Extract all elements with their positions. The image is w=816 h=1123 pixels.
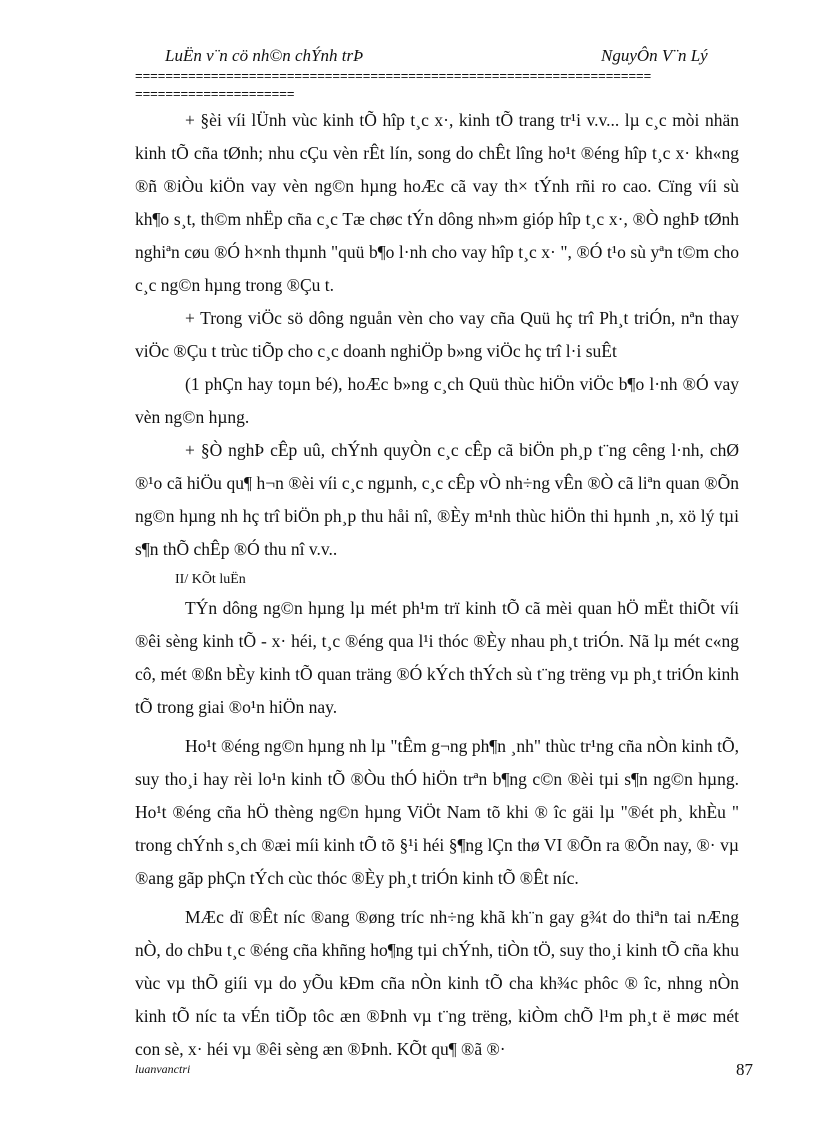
paragraph-conclusion-banking: Ho¹t ®éng ng©n hµng nh lµ "tÊm g¬ng ph¶n ¸nh" thùc tr¹ng cña nÒn kinh tÕ, suy tho¸i hay rèi lo¹n kinh tÕ ®Òu thÓ hiÖn trªn b¶ng c©n ®èi tµi s¶n ng©n hµng. Ho¹t ®éng cña hÖ thèng ng©n hµng ViÖt Nam tõ khi ® îc gäi lµ "®ét ph¸ khÈu " trong chÝnh s¸ch ®æi míi kinh tÕ tõ §¹i héi §¶ng lÇn thø VI ®Õn ra ®Õn nay, ®· vµ ®ang gãp phÇn tÝch cùc thóc ®Èy ph¸t triÓn kinh tÕ ®Êt níc. (135, 736, 739, 888)
paragraph-interest-support: (1 phÇn hay toµn bé), hoÆc b»ng c¸ch Quü thùc hiÖn viÖc b¶o l·nh ®Ó vay vèn ng©n hµng. (135, 374, 739, 427)
header-title-left: LuËn v¨n cö nh©n chÝnh trÞ (165, 46, 364, 65)
header-rule-line-2: ===================== (135, 86, 295, 101)
document-body (135, 104, 739, 1066)
header-author-right: NguyÔn V¨n Lý (601, 46, 708, 65)
paragraph-authorities: + §Ò nghÞ cÊp uû, chÝnh quyÒn c¸c cÊp cã biÖn ph¸p t¨ng cêng l·nh, chØ ®¹o cã hiÖu qu¶ h¬n ®èi víi c¸c ngµnh, c¸c cÊp vÒ nh÷ng vÊn ®Ò cã liªn quan ®Õn ng©n hµng nh hç trî biÖn ph¸p thu håi nî, ®Èy m¹nh thùc hiÖn thi hµnh ¸n, xö lý tµi s¶n thÕ chÊp ®Ó thu nî v.v.. (135, 440, 739, 559)
paragraph-conclusion-economy: MÆc dï ®Êt níc ®ang ®øng tríc nh÷ng khã kh¨n gay g¾t do thiªn tai nÆng nÒ, do chÞu t¸c ®éng cña khñng ho¶ng tµi chÝnh, tiÒn tÖ, suy tho¸i kinh tÕ cña khu vùc vµ thÕ giíi vµ do yÕu kÐm cña nÒn kinh tÕ cha kh¾c phôc ® îc, nhng nÒn kinh tÕ níc ta vÉn tiÕp tôc æn ®Þnh vµ t¨ng trëng, kiÒm chÕ l¹m ph¸t ë møc mét con sè, x· héi vµ ®êi sèng æn ®Þnh. KÕt qu¶ ®ã ®· (135, 907, 739, 1059)
header-rule-line-1: ==================================================================== (135, 68, 652, 83)
footer-source: luanvanctri (135, 1062, 191, 1076)
section-heading-conclusion: II/ KÕt luËn (175, 572, 246, 587)
paragraph-cooperatives: + §èi víi lÜnh vùc kinh tÕ hîp t¸c x·, kinh tÕ trang tr¹i v.v... lµ c¸c mòi nhän kinh tÕ cña tØnh; nhu cÇu vèn rÊt lín, song do chÊt lîng ho¹t ®éng hîp t¸c x· kh«ng ®ñ ®iÒu kiÖn vay vèn ng©n hµng hoÆc cã vay th× tÝnh rñi ro cao. Cïng víi sù kh¶o s¸t, th©m nhËp cña c¸c Tæ chøc tÝn dông nh»m gióp hîp t¸c x·, ®Ò nghÞ tØnh nghiªn cøu ®Ó h×nh thµnh "quü b¶o l·nh cho vay hîp t¸c x· ", ®Ó t¹o sù yªn t©m cho c¸c ng©n hµng trong ®Çu t. (135, 110, 739, 295)
paragraph-conclusion-credit: TÝn dông ng©n hµng lµ mét ph¹m trï kinh tÕ cã mèi quan hÖ mËt thiÕt víi ®êi sèng kinh tÕ - x· héi, t¸c ®éng qua l¹i thóc ®Èy nhau ph¸t triÓn. Nã lµ mét c«ng cô, mét ®ßn bÈy kinh tÕ quan träng ®Ó kÝch thÝch sù t¨ng trëng vµ ph¸t triÓn kinh tÕ trong giai ®o¹n hiÖn nay. (135, 598, 739, 717)
paragraph-development-fund: + Trong viÖc sö dông nguån vèn cho vay cña Quü hç trî Ph¸t triÓn, nªn thay viÖc ®Çu t trùc tiÕp cho c¸c doanh nghiÖp b»ng viÖc hç trî l·i suÊt (135, 308, 739, 361)
page-number: 87 (736, 1060, 753, 1079)
